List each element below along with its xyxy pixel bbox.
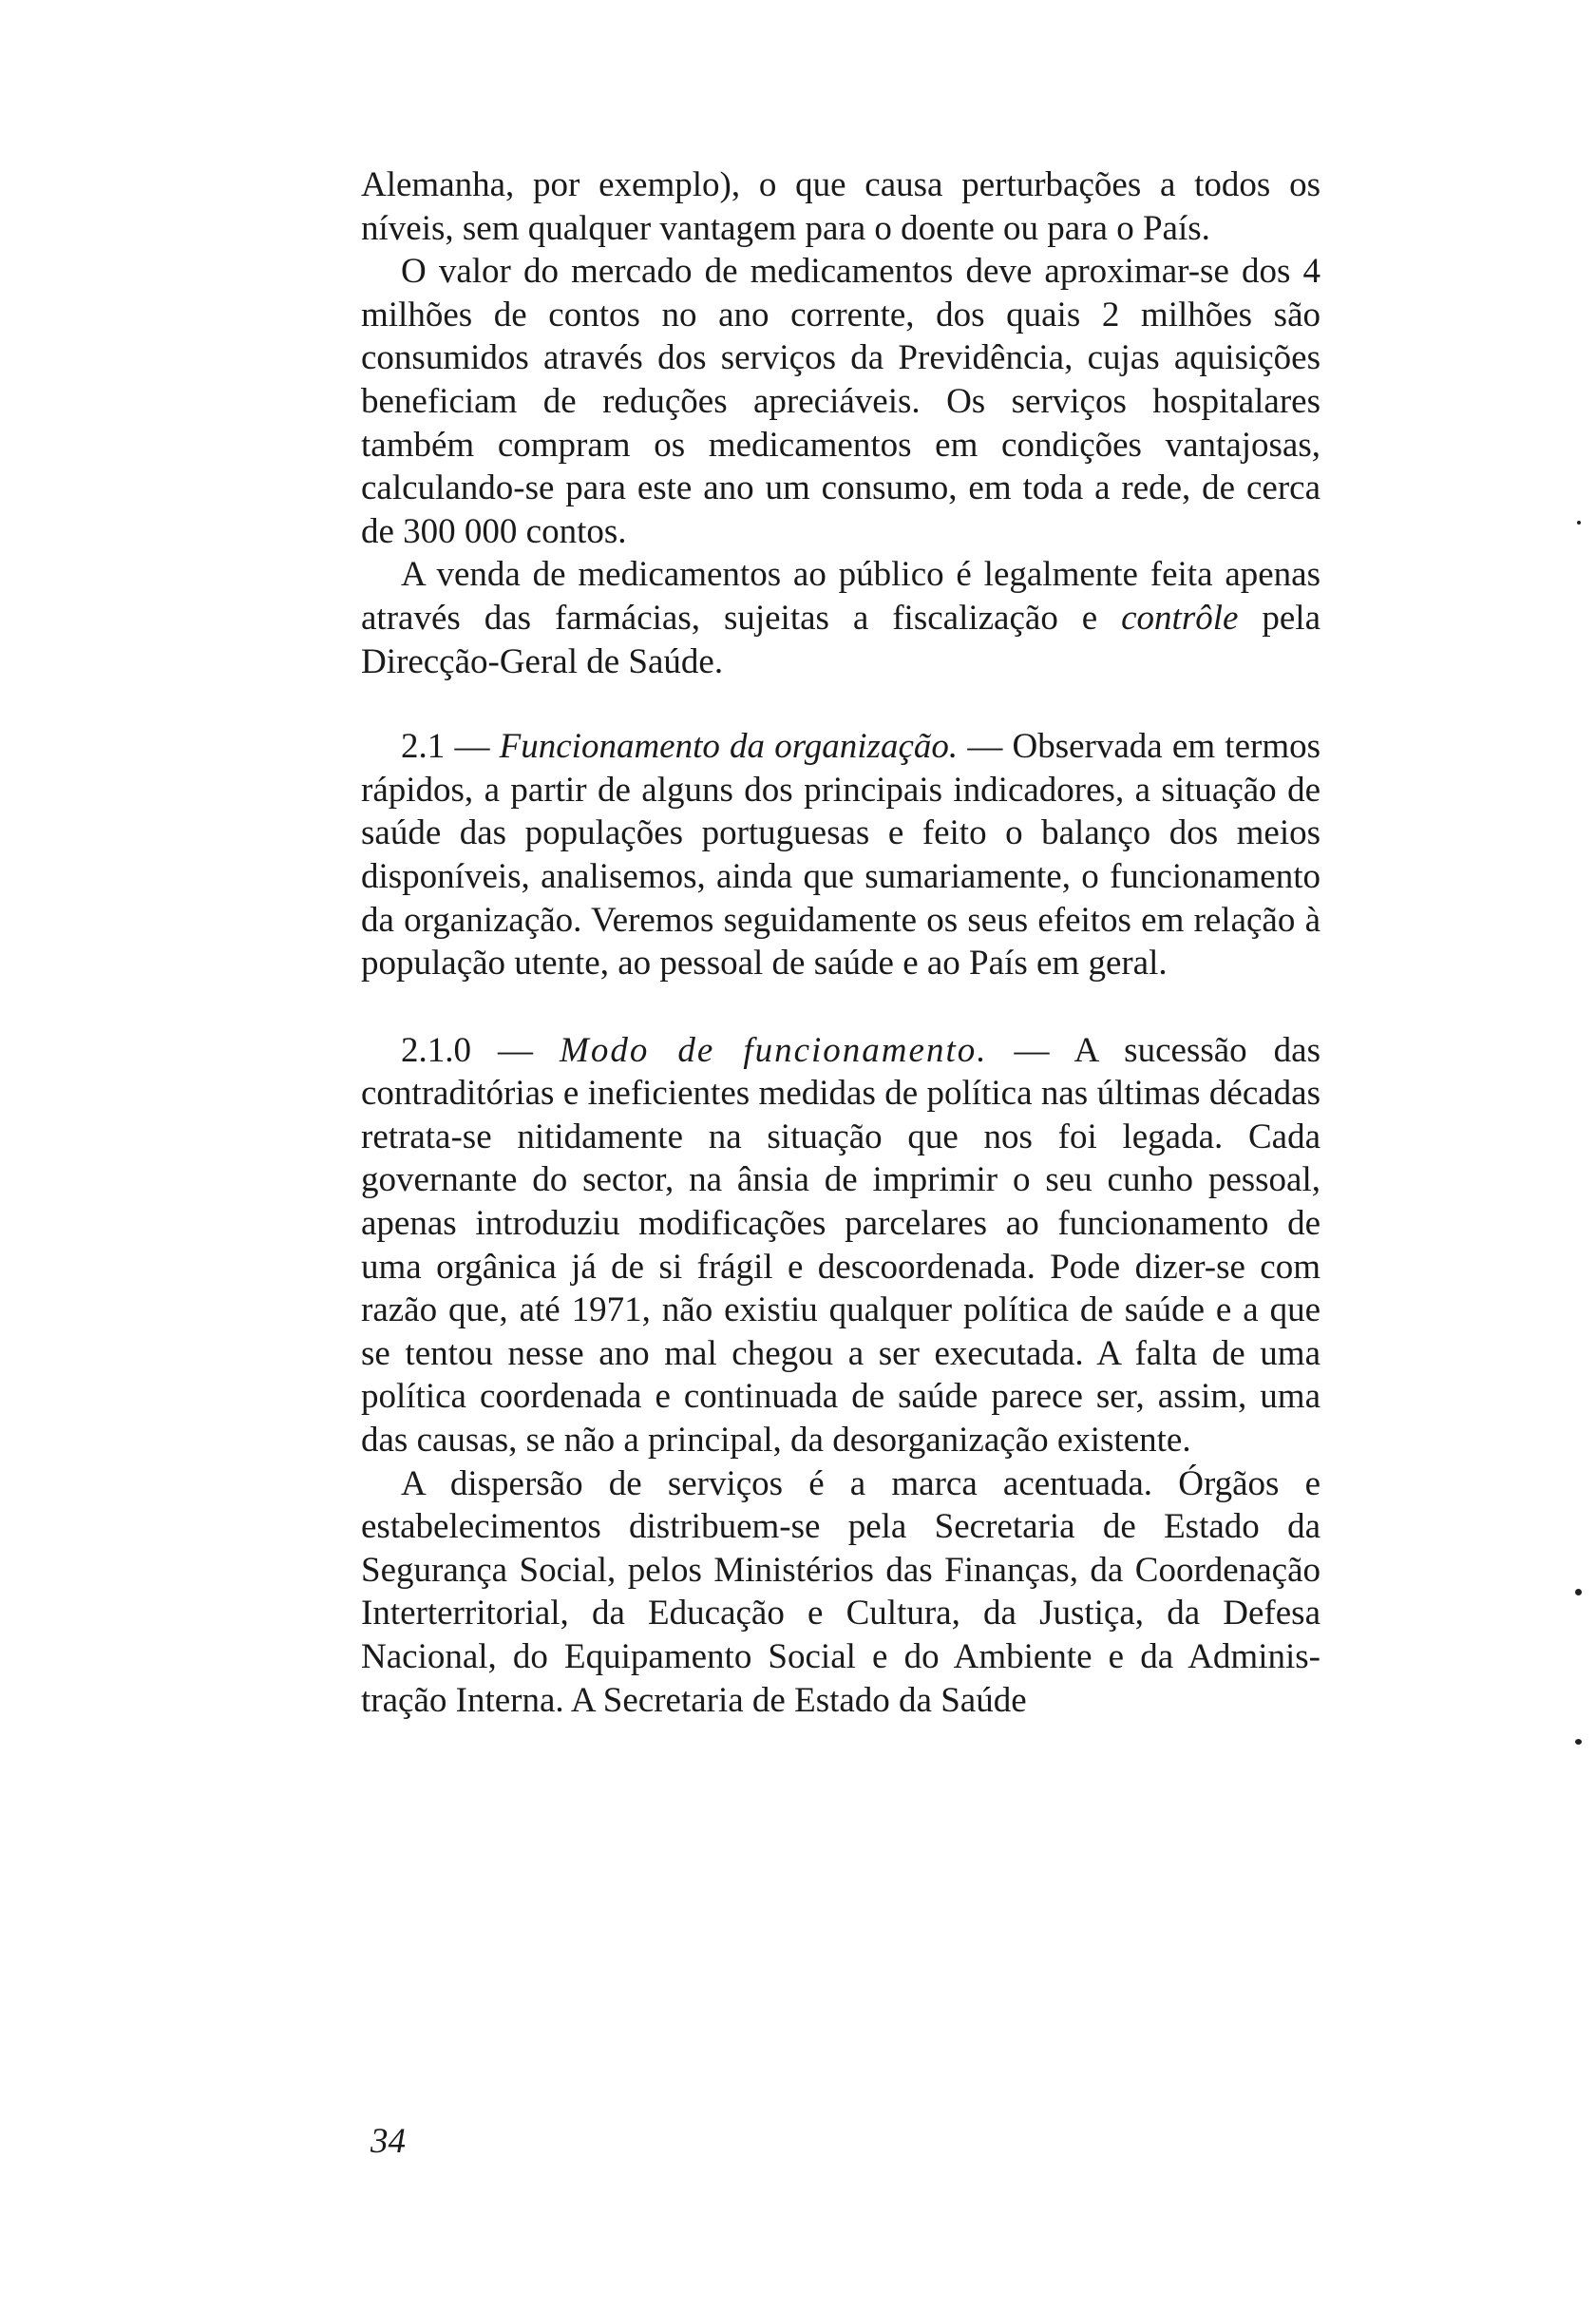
section-2-1-dash: — (958, 727, 1013, 767)
section-2-1-0-number: 2.1.0 — (401, 1030, 560, 1070)
paragraph-6: A dispersão de serviços é a marca acentuada. Órgãos e estabelecimentos distribuem-se pela Secretaria de Estado da Segurança Social, pelos Ministérios das Finanças, da Coordenação Interterritorial, da Educação e Cultura, da Justiça, da Defesa Nacional, do Equipamento Social e do Ambiente e da Administração Interna. A Secretaria de Estado da Saúde (361, 1463, 1320, 1720)
section-2-1-0 (361, 1029, 1320, 1462)
section-2-1 (361, 725, 1320, 985)
section-2-1-number: 2.1 — (401, 727, 500, 767)
section-2-1-0-title: Modo de funcionamento. (560, 1030, 988, 1070)
paragraph-3 (361, 553, 1320, 683)
margin-speck (1577, 521, 1581, 525)
paragraph-1: Alemanha, por exemplo), o que causa perturbações a todos os níveis, sem qualquer vantagem para o doente ou para o País. (361, 165, 1320, 248)
page-number: 34 (370, 2122, 406, 2161)
section-2-1-text: Observada em termos rápidos, a partir de alguns dos principais indicadores, a situação de saúde das populações portuguesas e feito o balanço dos meios disponíveis, analisemos, ainda que sumariamente, o funcionamento da organização. Veremos seguidamente os seus efeitos em relação à população utente, ao pessoal de saúde e ao País em geral. (361, 727, 1321, 984)
section-2-1-0-text: A sucessão das contraditórias e ineficientes medidas de política nas últimas décadas retrata-se nitidamente na situação que nos foi legada. Cada governante do sector, na ânsia de imprimir o seu cunho pessoal, apenas introduziu modificações parcelares ao funcionamento de uma orgânica já de si frágil e descoordenada. Pode dizer-se com razão que, até 1971, não existiu qualquer política de saúde e a que se tentou nesse ano mal chegou a ser executada. A falta de uma política coordenada e continuada de saúde parece ser, assim, uma das causas, se não a principal, da desorganização existente. (361, 1030, 1320, 1461)
paragraph-3-before: A venda de medicamentos ao público é legalmente feita apenas através das farmácias, sujeitas a fiscalização e (361, 555, 1320, 638)
body-text (361, 163, 1320, 1722)
paragraph-3-after: pela Direcção-Geral de Saúde. (361, 598, 1320, 681)
paragraph-2: O valor do mercado de medicamentos deve aproximar-se dos 4 milhões de contos no ano corrente, dos quais 2 milhões são consumidos através dos serviços da Previdência, cujas aquisições beneficiam de reduções apreciáveis. Os serviços hospitalares também compram os medicamentos em condições vantajosas, calculando-se para este ano um consumo, em toda a rede, de cerca de 300 000 contos. (361, 252, 1320, 551)
paragraph-3-italic: contrôle (1121, 598, 1239, 638)
section-2-1-0-dash: — (987, 1030, 1074, 1070)
section-2-1-title: Funcionamento da organização. (499, 727, 959, 767)
margin-speck (1575, 1589, 1582, 1595)
margin-speck (1575, 1739, 1582, 1745)
